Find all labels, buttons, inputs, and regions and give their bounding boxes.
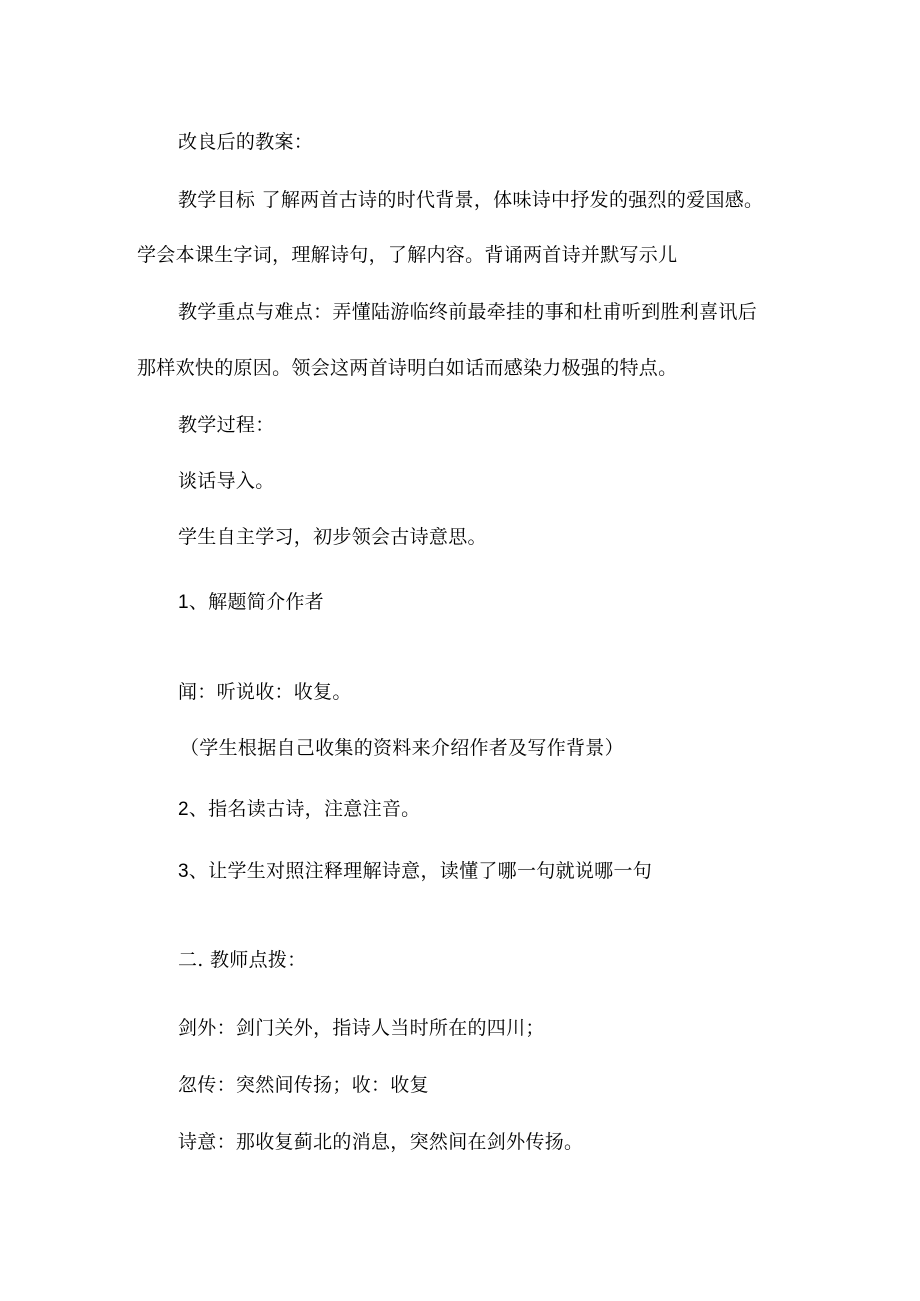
process-title: 教学过程： — [178, 414, 275, 436]
poem-meaning: 诗意：那收复蓟北的消息，突然间在剑外传扬。 — [178, 1131, 584, 1153]
explain-1: 剑外：剑门关外，指诗人当时所在的四川； — [178, 1017, 545, 1039]
note: （学生根据自己收集的资料来介绍作者及写作背景） — [180, 737, 624, 759]
objectives-line-2: 学会本课生字词，理解诗句，了解内容。背诵两首诗并默写示儿 — [137, 244, 678, 266]
explain-2: 忽传：突然间传扬；收：收复 — [178, 1074, 429, 1096]
focus-line-2: 那样欢快的原因。领会这两首诗明白如话而感染力极强的特点。 — [137, 357, 678, 379]
intro-step: 谈话导入。 — [178, 470, 275, 492]
step-1: 1、解题简介作者 — [178, 592, 324, 613]
step-3: 3、让学生对照注释理解诗意，读懂了哪一句就说哪一句 — [178, 861, 653, 882]
focus-line-1: 教学重点与难点：弄懂陆游临终前最牵挂的事和杜甫听到胜利喜讯后 — [178, 301, 758, 323]
objectives-line-1: 教学目标 了解两首古诗的时代背景，体味诗中抒发的强烈的爱国感。 — [178, 189, 764, 211]
self-study-step: 学生自主学习，初步领会古诗意思。 — [178, 526, 487, 548]
heading: 改良后的教案： — [178, 131, 314, 153]
vocab-1: 闻：听说收：收复。 — [178, 681, 352, 703]
section-2-title: 二. 教师点拨： — [178, 949, 307, 971]
step-2: 2、指名读古诗，注意注音。 — [178, 799, 421, 820]
